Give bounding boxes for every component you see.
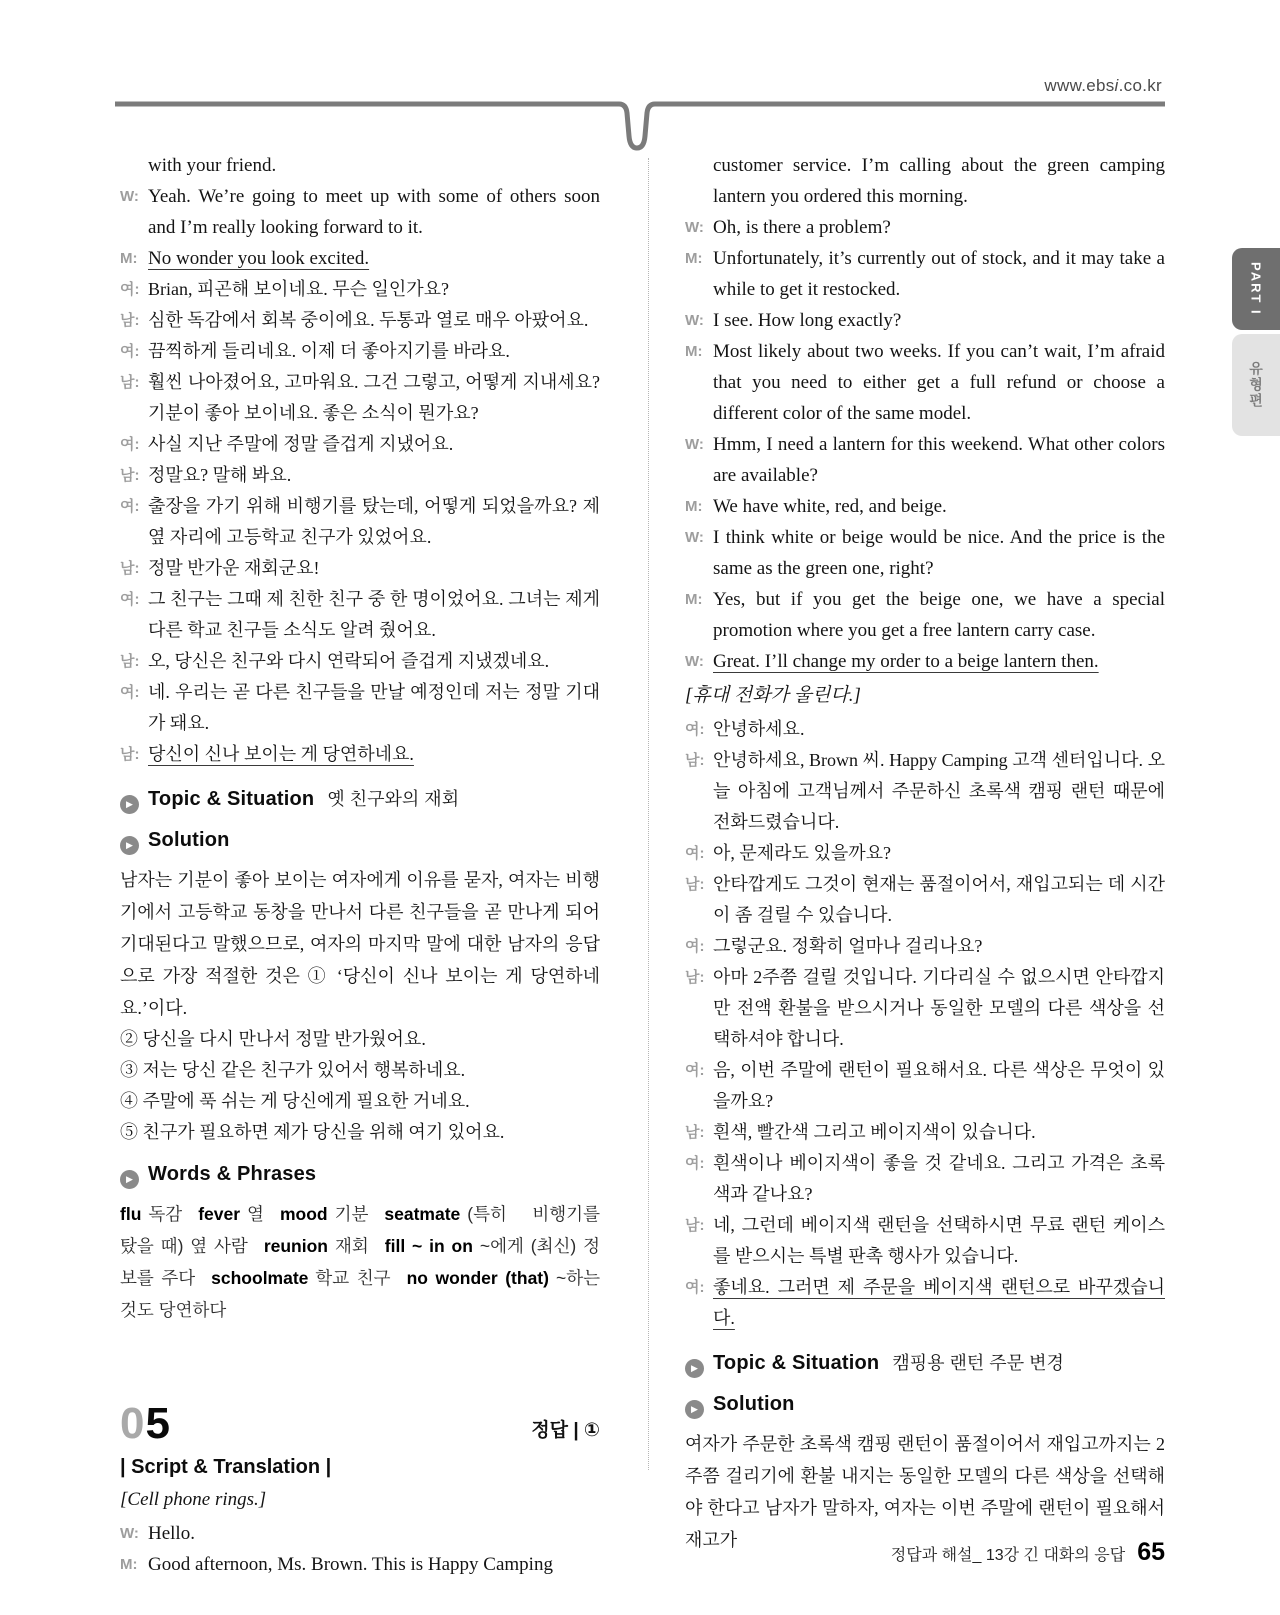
dialogue-line [685, 1117, 1165, 1148]
dialogue-line [120, 305, 600, 336]
speaker-label: W: [685, 436, 704, 453]
dialogue-line [685, 491, 1165, 522]
word-term: mood [279, 1204, 328, 1224]
play-icon: ▶ [120, 1170, 139, 1189]
dialogue-line [685, 714, 1165, 745]
section-subtitle: 캠핑용 랜턴 주문 변경 [892, 1353, 1064, 1373]
dialogue-text: I think white or beige would be nice. And the price is the same as the green one, right? [713, 527, 1165, 579]
dialogue-line [120, 1518, 600, 1549]
dialogue-line [685, 869, 1165, 931]
word-definition: ~하는 것도 당연하다 [120, 1268, 600, 1320]
dialogue-line [685, 243, 1165, 305]
word-term: flu [120, 1204, 142, 1224]
word-term: seatmate [384, 1204, 461, 1224]
play-icon: ▶ [120, 836, 139, 855]
question-number-leading-zero: 0 [120, 1399, 146, 1448]
speaker-label: 여: [685, 1279, 705, 1296]
words-list [120, 1198, 600, 1326]
section-header [685, 1349, 1165, 1378]
side-tab-category [1232, 334, 1280, 436]
word-definition: 학교 친구 [315, 1268, 391, 1288]
section-header [120, 829, 600, 855]
speaker-label: 여: [120, 498, 140, 515]
solution-paragraph: 남자는 기분이 좋아 보이는 여자에게 이유를 묻자, 여자는 비행기에서 고등학교 동창을 만나서 다른 친구들을 곧 만나게 되어 기대된다고 말했으므로, 여자의 마지막 말에 대한 남자의 응답으로 가장 적절한 것은 ① ‘당신이 신나 보이는 게 당연하네요.’이다. [120, 870, 600, 1018]
dialogue-line [120, 274, 600, 305]
section-title: Solution [713, 1393, 795, 1415]
section-header [120, 785, 600, 814]
dialogue-text: No wonder you look excited. [148, 248, 370, 269]
site-url-italic-i: i [1114, 76, 1119, 95]
speaker-label: 여: [685, 1155, 705, 1172]
dialogue-line [120, 336, 600, 367]
dialogue-line [120, 181, 600, 243]
dialogue-text: Oh, is there a problem? [713, 217, 891, 238]
site-url-pre: www.ebs [1044, 76, 1115, 95]
speaker-label: W: [120, 1525, 139, 1542]
speaker-label: W: [685, 653, 704, 670]
question-number-digit: 5 [145, 1399, 171, 1448]
answer-option: ② 당신을 다시 만나서 정말 반가웠어요. [120, 1029, 426, 1049]
speaker-label: 여: [685, 721, 705, 738]
dialogue-line [685, 1210, 1165, 1272]
word-term: fill ~ in on [384, 1236, 473, 1256]
dialogue-line [685, 838, 1165, 869]
dialogue-line [120, 460, 600, 491]
site-url-post: .co.kr [1118, 76, 1162, 95]
answer-option: ⑤ 친구가 필요하면 제가 당신을 위해 여기 있어요. [120, 1122, 505, 1142]
solution-paragraph: 여자가 주문한 초록색 캠핑 랜턴이 품절이어서 재입고까지는 2주쯤 걸리기에 환불 내지는 동일한 모델의 다른 색상을 선택해야 한다고 남자가 말하자, 여자는 이번 주말에 랜턴이 필요해서 재고가 [685, 1434, 1165, 1550]
speaker-label: 남: [685, 752, 705, 769]
dialogue-text: customer service. I’m calling about the green camping lantern you ordered this morning. [713, 155, 1165, 207]
speaker-label: 여: [120, 281, 140, 298]
dialogue-line [685, 646, 1165, 677]
speaker-label: 여: [685, 938, 705, 955]
dialogue-line [685, 1055, 1165, 1117]
dialogue-text: Yes, but if you get the beige one, we have a special promotion where you get a free lantern carry case. [713, 589, 1165, 641]
speaker-label: M: [685, 591, 703, 608]
dialogue-text: 네. 우리는 곧 다른 친구들을 만날 예정인데 저는 정말 기대가 돼요. [148, 682, 600, 733]
speaker-label: 남: [120, 653, 140, 670]
question-number [120, 1399, 171, 1448]
answer-badge: 정답 | ① [531, 1420, 600, 1441]
dialogue-text: 네, 그런데 베이지색 랜턴을 선택하시면 무료 랜턴 케이스를 받으시는 특별 판촉 행사가 있습니다. [713, 1215, 1165, 1266]
word-definition: 독감 [148, 1204, 183, 1224]
dialogue-line [120, 646, 600, 677]
section-title: Topic & Situation [148, 788, 315, 810]
dialogue-text: 음, 이번 주말에 랜턴이 필요해서요. 다른 색상은 무엇이 있을까요? [713, 1060, 1165, 1111]
dialogue-text: Hmm, I need a lantern for this weekend. What other colors are available? [713, 434, 1165, 486]
stage-direction: [Cell phone rings.] [120, 1489, 267, 1510]
speaker-label: 여: [120, 343, 140, 360]
speaker-label: W: [685, 312, 704, 329]
speaker-label: M: [685, 250, 703, 267]
dialogue-text: Yeah. We’re going to meet up with some of others soon and I’m really looking forward to it. [148, 186, 600, 238]
dialogue-line [685, 584, 1165, 646]
dialogue-line [120, 367, 600, 429]
dialogue-line [685, 212, 1165, 243]
speaker-label: 남: [120, 374, 140, 391]
speaker-label: 여: [120, 684, 140, 701]
dialogue-text: 훨씬 나아졌어요, 고마워요. 그건 그렇고, 어떻게 지내세요? 기분이 좋아 보이네요. 좋은 소식이 뭔가요? [148, 372, 600, 423]
right-column [685, 150, 1165, 1556]
page-number: 65 [1137, 1538, 1165, 1566]
footer-label: 정답과 해설_ 13강 긴 대화의 응답 [890, 1547, 1126, 1564]
page-footer [891, 1538, 1165, 1567]
dialogue-text: 좋네요. 그러면 제 주문을 베이지색 랜턴으로 바꾸겠습니다. [713, 1277, 1165, 1328]
dialogue-text: Great. I’ll change my order to a beige lantern then. [713, 651, 1099, 672]
dialogue-text: 아마 2주쯤 걸릴 것입니다. 기다리실 수 없으시면 안타깝지만 전액 환불을 받으시거나 동일한 모델의 다른 색상을 선택하셔야 합니다. [713, 967, 1165, 1049]
play-icon: ▶ [685, 1400, 704, 1419]
dialogue-line [685, 150, 1165, 212]
speaker-label: 남: [685, 1124, 705, 1141]
play-icon: ▶ [120, 795, 139, 814]
word-term: reunion [263, 1236, 328, 1256]
dialogue-text: 흰색이나 베이지색이 좋을 것 같네요. 그리고 가격은 초록색과 같나요? [713, 1153, 1165, 1204]
dialogue-line [120, 584, 600, 646]
dialogue-line [120, 429, 600, 460]
dialogue-text: 안녕하세요. [713, 719, 805, 739]
side-tab-part-1 [1232, 248, 1280, 330]
column-divider [648, 158, 649, 1470]
dialogue-line [120, 243, 600, 274]
play-icon: ▶ [685, 1359, 704, 1378]
dialogue-line [685, 336, 1165, 429]
dialogue-text: Most likely about two weeks. If you can’t wait, I’m afraid that you need to either get a full refund or choose a different color of the same model. [713, 341, 1165, 424]
script-translation-header: | Script & Translation | [120, 1456, 332, 1478]
speaker-label: 남: [120, 560, 140, 577]
speaker-label: W: [120, 188, 139, 205]
dialogue-text: 안녕하세요, Brown 씨. Happy Camping 고객 센터입니다. 오늘 아침에 고객님께서 주문하신 초록색 캠핑 랜턴 때문에 전화드렸습니다. [713, 750, 1165, 832]
dialogue-line [120, 739, 600, 770]
speaker-label: 여: [120, 591, 140, 608]
dialogue-text: with your friend. [148, 155, 277, 176]
speaker-label: 남: [120, 746, 140, 763]
dialogue-text: 당신이 신나 보이는 게 당연하네요. [148, 744, 414, 764]
word-definition: 재회 [334, 1236, 369, 1256]
dialogue-text: Good afternoon, Ms. Brown. This is Happy Camping [148, 1554, 553, 1575]
dialogue-text: 안타깝게도 그것이 현재는 품절이어서, 재입고되는 데 시간이 좀 걸릴 수 있습니다. [713, 874, 1165, 925]
section-title: Topic & Situation [713, 1352, 880, 1374]
question-header [120, 1399, 600, 1448]
dialogue-line [685, 962, 1165, 1055]
dialogue-text: 끔찍하게 들리네요. 이제 더 좋아지기를 바라요. [148, 341, 510, 361]
word-term: schoolmate [211, 1268, 309, 1288]
dialogue-line [685, 931, 1165, 962]
side-tab-category-label: 유형편 [1248, 361, 1264, 409]
dialogue-line [685, 1272, 1165, 1334]
dialogue-text: 사실 지난 주말에 정말 즐겁게 지냈어요. [148, 434, 454, 454]
word-definition: 기분 [334, 1204, 369, 1224]
section-title: Words & Phrases [148, 1163, 317, 1185]
section-title: Solution [148, 829, 230, 851]
dialogue-line [120, 553, 600, 584]
dialogue-text: 정말 반가운 재회군요! [148, 558, 320, 578]
dialogue-line [120, 677, 600, 739]
dialogue-line [120, 1549, 600, 1580]
word-definition: 열 [247, 1204, 264, 1224]
dialogue-line [685, 745, 1165, 838]
speaker-label: M: [685, 343, 703, 360]
speaker-label: 남: [685, 1217, 705, 1234]
speaker-label: 남: [685, 876, 705, 893]
side-tab-part-1-label: PART I [1248, 262, 1264, 316]
stage-direction: [휴대 전화가 울린다.] [685, 685, 861, 706]
word-term: no wonder (that) [406, 1268, 549, 1288]
dialogue-text: 정말요? 말해 봐요. [148, 465, 292, 485]
speaker-label: W: [685, 219, 704, 236]
speaker-label: 여: [685, 1062, 705, 1079]
word-term: fever [198, 1204, 241, 1224]
site-url [1044, 76, 1162, 96]
section-header [685, 1393, 1165, 1419]
dialogue-line [120, 491, 600, 553]
dialogue-text: We have white, red, and beige. [713, 496, 947, 517]
dialogue-text: 흰색, 빨간색 그리고 베이지색이 있습니다. [713, 1122, 1036, 1142]
dialogue-text: 그 친구는 그때 제 친한 친구 중 한 명이었어요. 그녀는 제게 다른 학교 친구들 소식도 알려 줬어요. [148, 589, 600, 640]
dialogue-line [685, 1148, 1165, 1210]
section-subtitle: 옛 친구와의 재회 [327, 789, 460, 809]
word-definition: ~에게 (최신) 정보를 주다 [120, 1236, 601, 1288]
dialogue-text: 그렇군요. 정확히 얼마나 걸리나요? [713, 936, 983, 956]
left-column [120, 150, 600, 1580]
dialogue-text: Unfortunately, it’s currently out of stock, and it may take a while to get it restocked. [713, 248, 1165, 300]
speaker-label: 남: [685, 969, 705, 986]
dialogue-text: 심한 독감에서 회복 중이에요. 두통과 열로 매우 아팠어요. [148, 310, 589, 330]
word-definition: (특히 비행기를 탔을 때) 옆 사람 [120, 1204, 600, 1256]
speaker-label: W: [685, 529, 704, 546]
dialogue-text: 출장을 가기 위해 비행기를 탔는데, 어떻게 되었을까요? 제 옆 자리에 고등학교 친구가 있었어요. [148, 496, 600, 547]
speaker-label: 여: [120, 436, 140, 453]
section-header [120, 1163, 600, 1189]
dialogue-text: 아, 문제라도 있을까요? [713, 843, 891, 863]
answer-option: ③ 저는 당신 같은 친구가 있어서 행복하네요. [120, 1060, 466, 1080]
speaker-label: 남: [120, 467, 140, 484]
dialogue-line [685, 429, 1165, 491]
dialogue-text: 오, 당신은 친구와 다시 연락되어 즐겁게 지냈겠네요. [148, 651, 550, 671]
speaker-label: M: [120, 250, 138, 267]
answer-option: ④ 주말에 푹 쉬는 게 당신에게 필요한 거네요. [120, 1091, 470, 1111]
dialogue-text: Brian, 피곤해 보이네요. 무슨 일인가요? [148, 279, 450, 299]
speaker-label: M: [685, 498, 703, 515]
dialogue-line [685, 305, 1165, 336]
dialogue-line [120, 150, 600, 181]
dialogue-line [685, 522, 1165, 584]
speaker-label: 남: [120, 312, 140, 329]
dialogue-text: I see. How long exactly? [713, 310, 902, 331]
speaker-label: 여: [685, 845, 705, 862]
dialogue-text: Hello. [148, 1523, 195, 1544]
speaker-label: M: [120, 1556, 138, 1573]
